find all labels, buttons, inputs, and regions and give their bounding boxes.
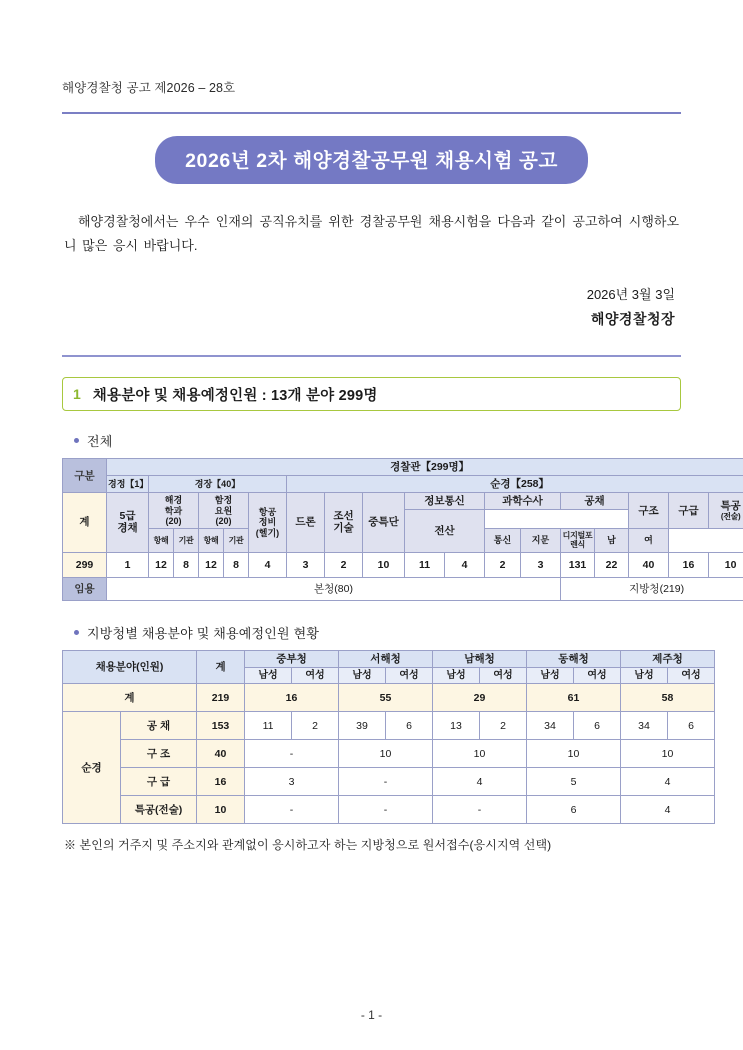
document-title: 2026년 2차 해양경찰공무원 채용시험 공고 [155,136,588,184]
t2-region-0: 중부청 [245,650,339,667]
t1-col-hanghae-1: 항해 [149,529,174,552]
t1-val-gujo: 40 [629,552,669,577]
t1-col-hangong-l3: (헬기) [255,527,280,538]
t2-sub-female-1: 여성 [386,667,433,684]
t1-group-top: 경찰관【299명】 [107,459,743,476]
signer-name: 해양경찰청장 [590,311,675,328]
t1-col-joseon [325,493,363,552]
t2-head-field: 채용분야(인원) [63,650,197,684]
t1-col-yeo: 여 [629,529,669,552]
t1-val-teukgong: 10 [709,552,743,577]
page-number: - 1 - [360,1008,383,1022]
t1-sungyeong: 순경【258】 [287,476,743,493]
table-row [63,768,715,796]
t2-row-1-c4: 10 [621,740,715,768]
intro-line-1: 해양경찰청에서는 우수 인재의 공직유치를 위한 경찰공무원 채용시험을 다음과 같이 공고하여 [78,214,623,229]
t2-row-0-c8: 34 [621,712,668,740]
t2-row-1-c2: 10 [433,740,527,768]
regional-recruitment-table [62,650,715,825]
t2-region-1: 서해청 [339,650,433,667]
t2-row-2-c2: 4 [433,768,527,796]
t1-col-gongchae: 공채 [561,493,629,510]
t2-region-2: 남해청 [433,650,527,667]
t1-col-haegyeong-l2: 학과 [164,505,183,516]
intro-line-2: 시행하오니 많은 응시 바랍니다. [64,214,679,254]
t2-sub-male-2: 남성 [433,667,480,684]
t2-sub-female-4: 여성 [668,667,715,684]
t1-col-jeonsan: 전산 [434,524,455,537]
t1-col-gigwan-2: 기관 [224,529,249,552]
t2-sub-female-0: 여성 [292,667,339,684]
t1-col-haegyeong [149,493,199,529]
t1-col-jungteukdan: 중특단 [363,493,405,552]
t2-row-0-c5: 2 [480,712,527,740]
bullet-overall [74,431,681,450]
t1-col-gujo: 구조 [629,493,669,529]
t2-row-0-total: 153 [197,712,245,740]
t2-row-2-c3: 5 [527,768,621,796]
t1-val-digital: 3 [521,552,561,577]
title-banner-wrap [62,136,681,184]
t2-row-total-region-4: 58 [621,684,715,712]
t1-val-g5: 1 [107,552,149,577]
t2-region-4: 제주청 [621,650,715,667]
t2-row-total-label: 계 [63,684,197,712]
bullet-dot-icon [74,438,79,443]
t1-col-digital: 디지털포렌식 [561,529,595,552]
t1-col-jeongbo: 정보통신 [405,493,485,510]
t1-col-jeonsan-tongsin-spacer [405,510,485,552]
t1-val-gongchae-yeo: 22 [595,552,629,577]
t1-val-jeonsan: 11 [405,552,445,577]
t1-val-hamjeong-hanghae: 12 [199,552,224,577]
t1-val-jungteukdan: 10 [363,552,405,577]
t1-col-hangong-l2: 정비 [258,517,277,528]
t1-col-jimun: 지문 [521,529,561,552]
table-row [63,796,715,824]
t2-row-3-c2: - [433,796,527,824]
recruitment-summary-table [62,458,743,601]
t1-col-teukgong-l1: 특공 [720,500,741,513]
t1-col-hamjeong [199,493,249,529]
t2-sub-male-1: 남성 [339,667,386,684]
t2-row-3-c1: - [339,796,433,824]
bullet-by-region [74,623,681,642]
footnote: ※ 본인의 거주지 및 주소지와 관계없이 응시하고자 하는 지방청으로 원서접수(응시지역 선택) [64,838,552,853]
t1-col-haegyeong-l1: 해경 [164,495,183,506]
t2-row-0-label: 공 채 [121,712,197,740]
t1-appointment-label: 임용 [63,577,107,600]
section-divider [62,355,681,357]
t1-col-hamjeong-l3: (20) [215,515,232,526]
t1-col-hamjeong-l2: 요원 [214,505,233,516]
t2-sub-male-0: 남성 [245,667,292,684]
t1-col-gwahak: 과학수사 [485,493,561,510]
t2-row-2-label: 구 급 [121,768,197,796]
t1-col-haegyeong-l3: (20) [165,515,182,526]
t1-gyeongjeong: 경정【1】 [107,476,149,493]
t1-col-nam: 남 [595,529,629,552]
t1-val-total: 299 [63,552,107,577]
t1-col-total: 계 [63,493,107,552]
t2-row-2-c1: - [339,768,433,796]
t2-row-3-label: 특공(전술) [121,796,197,824]
section-number: 1 [73,386,81,403]
t2-row-1-c0: - [245,740,339,768]
t2-row-3-c4: 4 [621,796,715,824]
t1-col-5g-l2: 경채 [117,522,138,535]
t2-row-total-value: 219 [197,684,245,712]
table-row [63,740,715,768]
t1-col-teukgong [709,493,743,529]
t2-row-1-total: 40 [197,740,245,768]
t1-corner: 구분 [63,459,107,493]
t2-row-0-c4: 13 [433,712,480,740]
t1-col-gigwan-1: 기관 [174,529,199,552]
t1-col-joseon-l1: 조선 [333,510,354,523]
bullet-overall-label: 전체 [87,434,113,450]
t1-appointment-region: 지방청(219) [561,577,743,600]
t2-row-total-region-3: 61 [527,684,621,712]
bullet-dot-icon-2 [74,630,79,635]
t1-col-hanghae-2: 항해 [199,529,224,552]
t1-col-5g-l1: 5급 [119,510,136,523]
section-title: 채용분야 및 채용예정인원 : 13개 분야 299명 [92,387,378,404]
t1-val-gongchae-nam: 131 [561,552,595,577]
t1-val-tongsin: 4 [445,552,485,577]
t2-row-0-c2: 39 [339,712,386,740]
t1-val-jimun: 2 [485,552,521,577]
t2-row-0-c0: 11 [245,712,292,740]
t2-row-0-c6: 34 [527,712,574,740]
t1-val-hamjeong-gigwan: 8 [224,552,249,577]
t2-sub-male-4: 남성 [621,667,668,684]
t1-val-haegyeong-gigwan: 8 [174,552,199,577]
t2-group-label: 순경 [63,712,121,824]
bullet-by-region-label: 지방청별 채용분야 및 채용예정인원 현황 [87,625,320,641]
t1-appointment-hq: 본청(80) [107,577,561,600]
t1-col-tongsin: 통신 [485,529,521,552]
t1-col-5g [107,493,149,552]
t1-col-joseon-l2: 기술 [333,522,354,535]
t2-row-3-c0: - [245,796,339,824]
t1-col-gugeup: 구급 [669,493,709,529]
t2-row-2-c0: 3 [245,768,339,796]
table-row [63,712,715,740]
t2-head-total: 계 [197,650,245,684]
t2-row-0-c3: 6 [386,712,433,740]
t2-row-0-c9: 6 [668,712,715,740]
t2-row-0-c7: 6 [574,712,621,740]
header-divider [62,112,681,114]
t1-col-hamjeong-l1: 함정 [214,495,233,506]
t2-row-1-c1: 10 [339,740,433,768]
t1-col-drone: 드론 [287,493,325,552]
t2-sub-female-3: 여성 [574,667,621,684]
t2-row-total-region-1: 55 [339,684,433,712]
t2-row-1-c3: 10 [527,740,621,768]
t1-col-teukgong-l2: (전술) [720,512,741,522]
t1-val-gugeup: 16 [669,552,709,577]
t1-gyeongjang: 경장【40】 [149,476,287,493]
t2-row-3-total: 10 [197,796,245,824]
intro-paragraph [64,210,679,258]
t1-val-joseon: 2 [325,552,363,577]
t2-row-3-c3: 6 [527,796,621,824]
t2-row-1-label: 구 조 [121,740,197,768]
t2-row-total-region-0: 16 [245,684,339,712]
t1-col-hangong [249,493,287,552]
t1-col-hangong-l1: 항공 [258,506,277,517]
doc-number: 해양경찰청 공고 제2026 – 28호 [62,81,236,95]
publish-date: 2026년 3월 3일 [586,287,675,303]
t2-row-total-region-2: 29 [433,684,527,712]
t1-val-hangong: 4 [249,552,287,577]
section-heading-1 [62,377,681,411]
t1-val-haegyeong-hanghae: 12 [149,552,174,577]
t2-region-3: 동해청 [527,650,621,667]
t2-row-2-c4: 4 [621,768,715,796]
t2-row-2-total: 16 [197,768,245,796]
t2-row-0-c1: 2 [292,712,339,740]
t2-sub-male-3: 남성 [527,667,574,684]
t1-val-drone: 3 [287,552,325,577]
t2-sub-female-2: 여성 [480,667,527,684]
